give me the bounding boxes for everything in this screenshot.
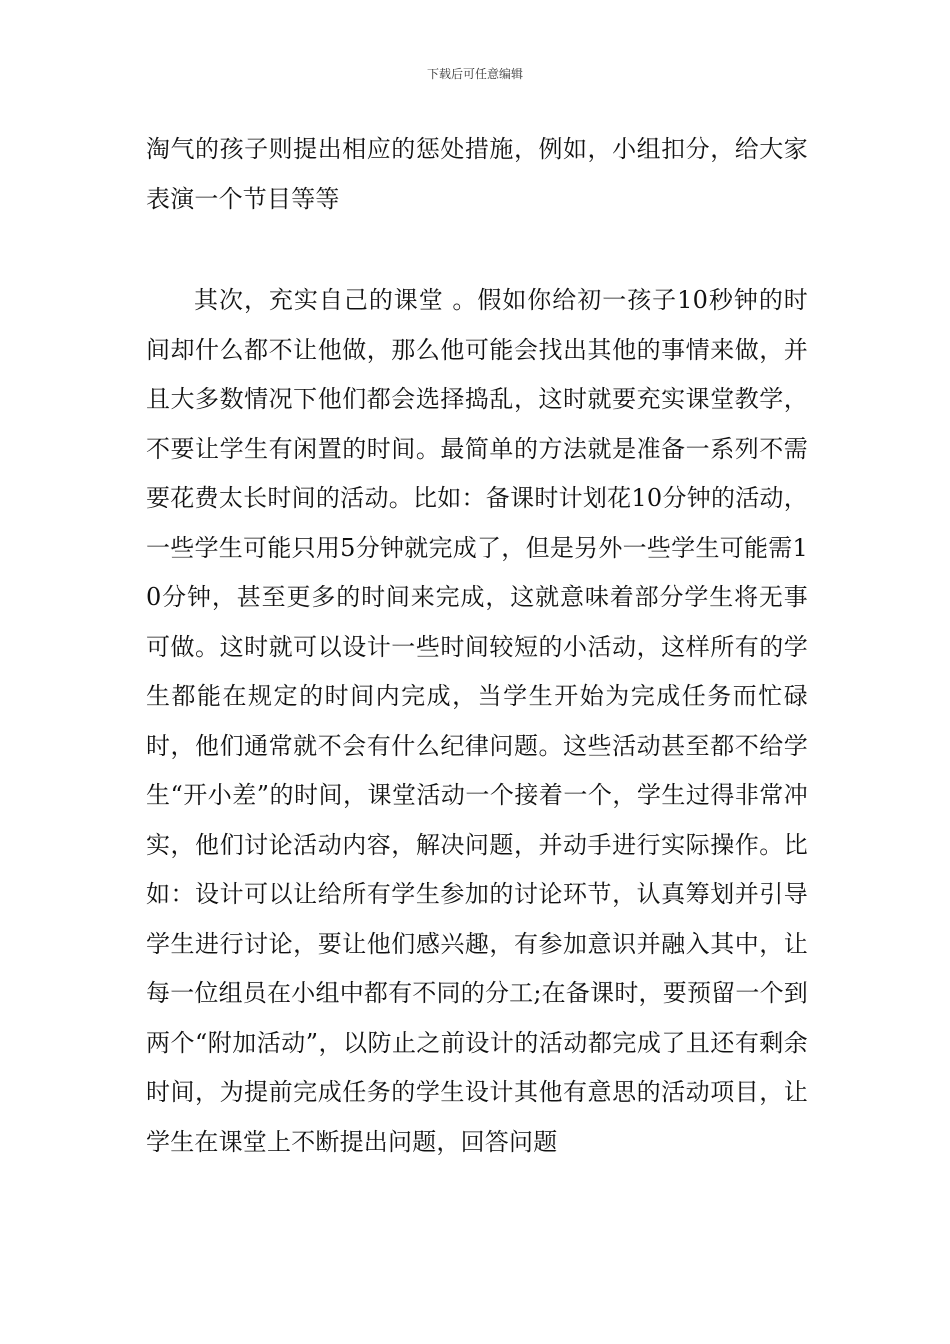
paragraph-main: 其次，充实自己的课堂 。假如你给初一孩子10秒钟的时间却什么都不让他做，那么他可能会找出其他的事情来做，并且大多数情况下他们都会选择捣乱，这时就要充实课堂教学，不要让学生有闲置的时间。最简单的方法就是准备一系列不需要花费太长时间的活动。比如：备课时计划花10分钟的活动，一些学生可能只用5分钟就完成了，但是另外一些学生可能需10分钟，甚至更多的时间来完成，这就意味着部分学生将无事可做。这时就可以设计一些时间较短的小活动，这样所有的学生都能在规定的时间内完成，当学生开始为完成任务而忙碌时，他们通常就不会有什么纪律问题。这些活动甚至都不给学生“开小差”的时间，课堂活动一个接着一个，学生过得非常冲实，他们讨论活动内容，解决问题，并动手进行实际操作。比如：设计可以让给所有学生参加的讨论环节，认真筹划并引导学生进行讨论，要让他们感兴趣，有参加意识并融入其中，让每一位组员在小组中都有不同的分工;在备课时，要预留一个到两个“附加活动”，以防止之前设计的活动都完成了且还有剩余时间，为提前完成任务的学生设计其他有意思的活动项目，让学生在课堂上不断提出问题，回答问题 <box>146 286 808 1156</box>
page-header-note: 下载后可任意编辑 <box>426 67 523 81</box>
paragraph-continuation: 淘气的孩子则提出相应的惩处措施，例如，小组扣分，给大家表演一个节目等等 <box>146 135 808 213</box>
